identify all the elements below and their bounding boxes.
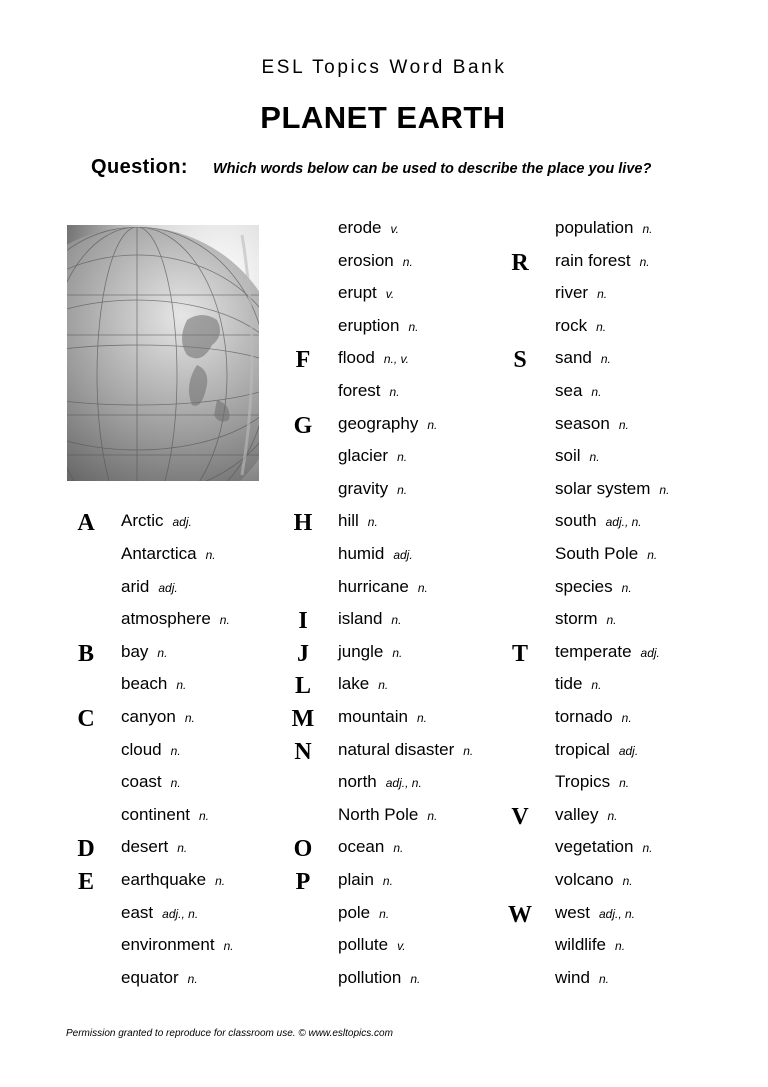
part-of-speech: n. (615, 939, 626, 954)
word-text: wind (555, 967, 590, 987)
word-entry (555, 901, 635, 925)
word-text: vegetation (555, 837, 634, 857)
word-entry (338, 868, 393, 892)
word-entry (121, 803, 209, 827)
part-of-speech: n. (659, 482, 670, 497)
part-of-speech: n. (621, 580, 632, 595)
word-entry (121, 933, 234, 957)
part-of-speech: n. (223, 939, 234, 954)
section-letter: G (293, 412, 313, 439)
word-text: wildlife (555, 935, 607, 955)
word-text: plain (338, 870, 374, 889)
part-of-speech: adj. (393, 548, 413, 562)
word-entry (338, 477, 407, 501)
word-text: South Pole (555, 544, 639, 563)
word-text: valley (555, 804, 599, 824)
word-entry (121, 835, 187, 859)
word-entry (555, 412, 629, 436)
part-of-speech: n. (157, 645, 168, 660)
word-entry (555, 607, 617, 631)
part-of-speech: adj. (640, 645, 660, 660)
word-text: rock (555, 315, 588, 335)
word-entry (555, 281, 607, 305)
word-text: environment (121, 935, 215, 955)
word-text: desert (121, 837, 169, 857)
part-of-speech: n. (170, 743, 181, 758)
part-of-speech: n. (463, 743, 474, 758)
word-entry (555, 835, 652, 859)
word-text: river (555, 283, 589, 303)
part-of-speech: n. (219, 613, 230, 628)
word-entry (555, 216, 652, 240)
word-entry (121, 705, 195, 729)
section-letter: D (77, 836, 95, 863)
word-text: lake (338, 674, 370, 694)
part-of-speech: n. (596, 319, 607, 334)
word-text: erosion (338, 250, 394, 270)
section-letter: O (293, 836, 313, 863)
part-of-speech: n. (402, 254, 413, 269)
section-letter: N (294, 738, 312, 765)
word-entry (121, 738, 181, 762)
word-text: forest (338, 381, 381, 400)
word-entry (338, 249, 413, 273)
word-entry (555, 640, 660, 664)
word-text: sea (555, 381, 583, 400)
word-entry (555, 314, 606, 338)
part-of-speech: n. (597, 287, 608, 302)
word-text: natural disaster (338, 739, 455, 759)
part-of-speech: adj., n. (162, 906, 199, 921)
part-of-speech: n. (215, 874, 226, 888)
part-of-speech: n. (619, 776, 630, 791)
part-of-speech: n. (591, 385, 602, 399)
word-entry (338, 314, 418, 338)
word-entry (338, 738, 473, 762)
part-of-speech: n. (367, 515, 378, 530)
part-of-speech: n. (427, 808, 438, 823)
part-of-speech: adj. (158, 580, 178, 595)
word-text: geography (338, 413, 419, 433)
section-letter: W (508, 901, 532, 928)
word-entry (555, 346, 611, 370)
part-of-speech: n. (397, 450, 408, 465)
part-of-speech: n. (642, 841, 653, 856)
part-of-speech: n. (184, 711, 195, 725)
part-of-speech: n. (199, 808, 210, 823)
word-entry (338, 216, 399, 240)
word-entry (338, 607, 401, 631)
part-of-speech: v. (385, 287, 395, 302)
word-text: tropical (555, 739, 610, 759)
part-of-speech: n. (170, 776, 181, 791)
word-text: continent (121, 804, 190, 824)
word-entry (338, 901, 389, 925)
part-of-speech: n., v. (383, 352, 409, 367)
word-entry (338, 966, 420, 990)
word-entry (121, 966, 198, 990)
word-text: North Pole (338, 804, 419, 824)
word-text: equator (121, 967, 179, 987)
word-text: volcano (555, 870, 614, 889)
part-of-speech: n. (378, 678, 389, 693)
word-text: bay (121, 641, 149, 661)
part-of-speech: n. (205, 548, 216, 562)
word-entry (338, 803, 437, 827)
page-subtitle: ESL Topics Word Bank (261, 57, 507, 78)
word-entry (555, 868, 633, 892)
section-letter: M (291, 706, 315, 732)
part-of-speech: adj. (172, 515, 192, 530)
word-text: species (555, 576, 613, 596)
word-entry (555, 705, 632, 729)
word-text: pollute (338, 935, 389, 955)
word-entry (555, 738, 638, 762)
word-entry (121, 542, 216, 566)
section-letter: E (77, 869, 94, 895)
word-text: gravity (338, 478, 389, 498)
word-text: eruption (338, 315, 400, 335)
word-text: Tropics (555, 772, 611, 792)
word-entry (555, 770, 629, 794)
section-letter: R (511, 249, 529, 276)
part-of-speech: n. (591, 678, 602, 693)
part-of-speech: n. (598, 971, 609, 986)
section-letter: V (511, 803, 529, 830)
word-entry (555, 542, 657, 566)
section-letter: H (293, 510, 313, 537)
word-text: earthquake (121, 870, 207, 889)
part-of-speech: adj., n. (598, 906, 635, 921)
question-label: Question: (91, 156, 188, 178)
word-text: island (338, 609, 383, 629)
word-entry (338, 640, 402, 664)
word-text: arid (121, 576, 150, 596)
word-entry (121, 607, 230, 631)
word-text: jungle (338, 641, 384, 661)
part-of-speech: n. (408, 319, 419, 334)
section-letter: T (511, 640, 528, 667)
word-text: storm (555, 609, 598, 629)
part-of-speech: n. (639, 254, 650, 269)
word-entry (338, 575, 428, 599)
part-of-speech: n. (417, 580, 428, 595)
part-of-speech: n. (177, 841, 188, 856)
word-text: hurricane (338, 576, 409, 596)
word-entry (555, 966, 609, 990)
word-entry (121, 672, 186, 696)
word-entry (338, 672, 388, 696)
word-text: hill (338, 511, 359, 531)
word-entry (338, 542, 413, 566)
word-entry (338, 444, 407, 468)
word-text: atmosphere (121, 609, 211, 629)
section-letter: B (77, 640, 94, 667)
section-letter: P (295, 869, 311, 895)
word-text: erode (338, 218, 382, 237)
word-entry (121, 770, 181, 794)
word-entry (555, 575, 632, 599)
word-entry (555, 444, 600, 468)
word-entry (121, 901, 198, 925)
part-of-speech: n. (607, 808, 618, 823)
word-text: solar system (555, 478, 651, 498)
word-text: soil (555, 446, 581, 466)
part-of-speech: n. (393, 841, 404, 856)
section-letter: F (295, 347, 311, 374)
word-text: Arctic (121, 511, 164, 531)
globe-image (67, 225, 259, 481)
part-of-speech: v. (390, 222, 399, 236)
part-of-speech: n. (397, 482, 408, 497)
part-of-speech: adj., n. (605, 515, 642, 530)
word-entry (338, 835, 403, 859)
part-of-speech: n. (606, 613, 617, 628)
part-of-speech: n. (622, 874, 633, 888)
word-entry (555, 933, 625, 957)
part-of-speech: v. (397, 939, 406, 954)
word-text: population (555, 218, 634, 237)
word-entry (338, 379, 400, 403)
word-text: coast (121, 772, 162, 792)
word-entry (338, 281, 394, 305)
page-title: PLANET EARTH (260, 100, 506, 135)
part-of-speech: n. (600, 352, 611, 367)
word-text: east (121, 902, 154, 922)
part-of-speech: n. (392, 645, 403, 660)
word-entry (121, 640, 167, 664)
section-letter: A (77, 510, 95, 537)
section-letter: S (513, 347, 527, 374)
word-entry (338, 933, 406, 957)
question-text: Which words below can be used to describe the place you live? (213, 161, 652, 177)
part-of-speech: n. (410, 971, 421, 986)
section-letter: I (298, 608, 308, 635)
word-entry (338, 705, 427, 729)
section-letter: J (297, 640, 309, 667)
part-of-speech: n. (589, 450, 600, 465)
word-text: cloud (121, 739, 162, 759)
section-letter: L (294, 673, 311, 700)
word-entry (121, 575, 178, 599)
word-entry (338, 412, 437, 436)
word-entry (555, 672, 601, 696)
part-of-speech: n. (389, 385, 400, 399)
word-entry (338, 509, 378, 533)
part-of-speech: adj., n. (385, 776, 422, 791)
word-text: humid (338, 544, 385, 563)
part-of-speech: n. (647, 548, 658, 562)
word-entry (338, 346, 409, 370)
part-of-speech: n. (176, 678, 187, 693)
word-entry (555, 509, 642, 533)
word-entry (338, 770, 422, 794)
word-entry (555, 249, 650, 273)
word-entry (555, 803, 617, 827)
word-text: ocean (338, 837, 385, 857)
word-text: season (555, 413, 610, 433)
part-of-speech: adj. (618, 743, 639, 758)
part-of-speech: n. (642, 222, 653, 236)
word-text: glacier (338, 446, 389, 466)
part-of-speech: n. (416, 711, 427, 725)
word-text: west (555, 902, 590, 922)
word-text: south (555, 511, 597, 531)
word-text: pole (338, 902, 371, 922)
word-text: Antarctica (121, 544, 197, 563)
word-text: sand (555, 348, 592, 368)
word-text: tide (555, 674, 583, 694)
section-letter: C (77, 706, 95, 732)
word-entry (555, 379, 601, 403)
word-text: north (338, 772, 377, 792)
part-of-speech: n. (618, 417, 629, 432)
word-text: temperate (555, 641, 632, 661)
word-entry (121, 868, 225, 892)
word-entry (121, 509, 192, 533)
word-text: pollution (338, 967, 402, 987)
part-of-speech: n. (391, 613, 402, 628)
word-text: canyon (121, 707, 176, 726)
word-text: rain forest (555, 250, 631, 270)
part-of-speech: n. (382, 874, 393, 888)
word-entry (555, 477, 669, 501)
word-text: flood (338, 348, 375, 368)
part-of-speech: n. (187, 971, 198, 986)
part-of-speech: n. (379, 906, 390, 921)
part-of-speech: n. (427, 417, 438, 432)
word-text: tornado (555, 707, 613, 726)
footer-permission: Permission granted to reproduce for classroom use. © www.esltopics.com (66, 1028, 393, 1039)
word-text: mountain (338, 707, 408, 726)
word-text: erupt (338, 283, 377, 303)
word-text: beach (121, 674, 168, 694)
part-of-speech: n. (621, 711, 632, 725)
